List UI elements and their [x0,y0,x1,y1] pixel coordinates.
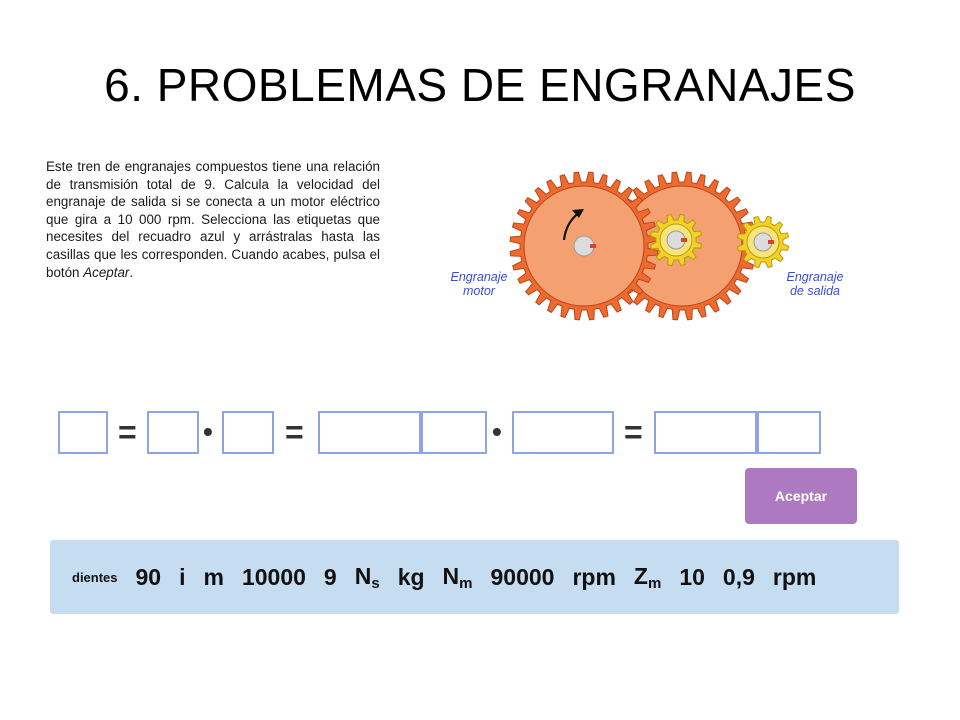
token-text: kg [397,563,425,590]
draggable-token[interactable] [443,563,473,592]
draggable-token[interactable] [72,570,118,585]
token-text: 90000 [490,563,555,590]
multiply-dot-2: • [492,416,502,447]
token-text: 0,9 [722,563,755,590]
token-text: dientes [72,569,118,585]
token-text: i [179,563,186,590]
output-gear-icon [737,216,788,267]
token-text: N [354,562,372,589]
token-bank [50,540,899,614]
draggable-token[interactable] [398,564,425,591]
multiply-dot-1: • [203,416,213,447]
answer-slot-8[interactable] [757,411,821,454]
instructions-body: Este tren de engranajes compuestos tiene una relación de transmisión total de 9. Calcula la velocidad del engranaje de salida si se conecta a un motor eléctrico que gira a 10 000 rpm. Selecciona las etiquetas que necesites del recuadro azul y arrástralas hasta las casillas que les corresponden. Cuando acabes, pulsa el botón [46,159,380,280]
token-text: rpm [572,563,616,590]
draggable-token[interactable] [723,564,755,591]
equals-sign-2: = [285,414,304,450]
answer-slot-7[interactable] [654,411,757,454]
draggable-token[interactable] [324,564,337,591]
draggable-token[interactable] [136,564,162,591]
answer-slot-3[interactable] [222,411,274,454]
answer-slot-4[interactable] [318,411,421,454]
token-text: m [203,563,224,590]
gear-train-figure [438,160,858,322]
token-text: 10 [679,563,705,590]
answer-slot-6[interactable] [512,411,614,454]
equals-sign-1: = [118,414,137,450]
answer-slot-1[interactable] [58,411,108,454]
draggable-token[interactable] [679,564,705,591]
motor-gear-label: Engranaje motor [450,270,508,298]
instructions-text [46,158,380,281]
draggable-token[interactable] [572,564,615,591]
token-subscript: m [459,574,473,592]
token-text: N [442,562,460,589]
token-subscript: s [371,574,380,592]
page-title: 6. PROBLEMAS DE ENGRANAJES [104,59,856,111]
token-subscript: m [647,574,662,592]
draggable-token[interactable] [179,564,185,591]
token-text: Z [633,562,648,589]
draggable-token[interactable] [204,564,224,591]
equals-sign-3: = [624,414,643,450]
small-gear-1-icon [650,214,701,265]
instructions-emphasis: Aceptar [83,264,130,280]
draggable-token[interactable] [355,563,380,592]
token-text: 90 [135,563,162,590]
draggable-token[interactable] [773,564,816,591]
token-text: 9 [323,563,337,590]
output-gear-label: Engranaje de salida [786,270,844,298]
accept-button[interactable]: Aceptar [745,468,857,524]
token-text: 10000 [241,563,306,590]
answer-slot-5[interactable] [421,411,487,454]
token-text: rpm [772,563,817,590]
draggable-token[interactable] [634,563,661,592]
answer-slot-2[interactable] [147,411,199,454]
draggable-token[interactable] [491,564,555,591]
instructions-end: . [129,264,134,280]
draggable-token[interactable] [242,564,306,591]
